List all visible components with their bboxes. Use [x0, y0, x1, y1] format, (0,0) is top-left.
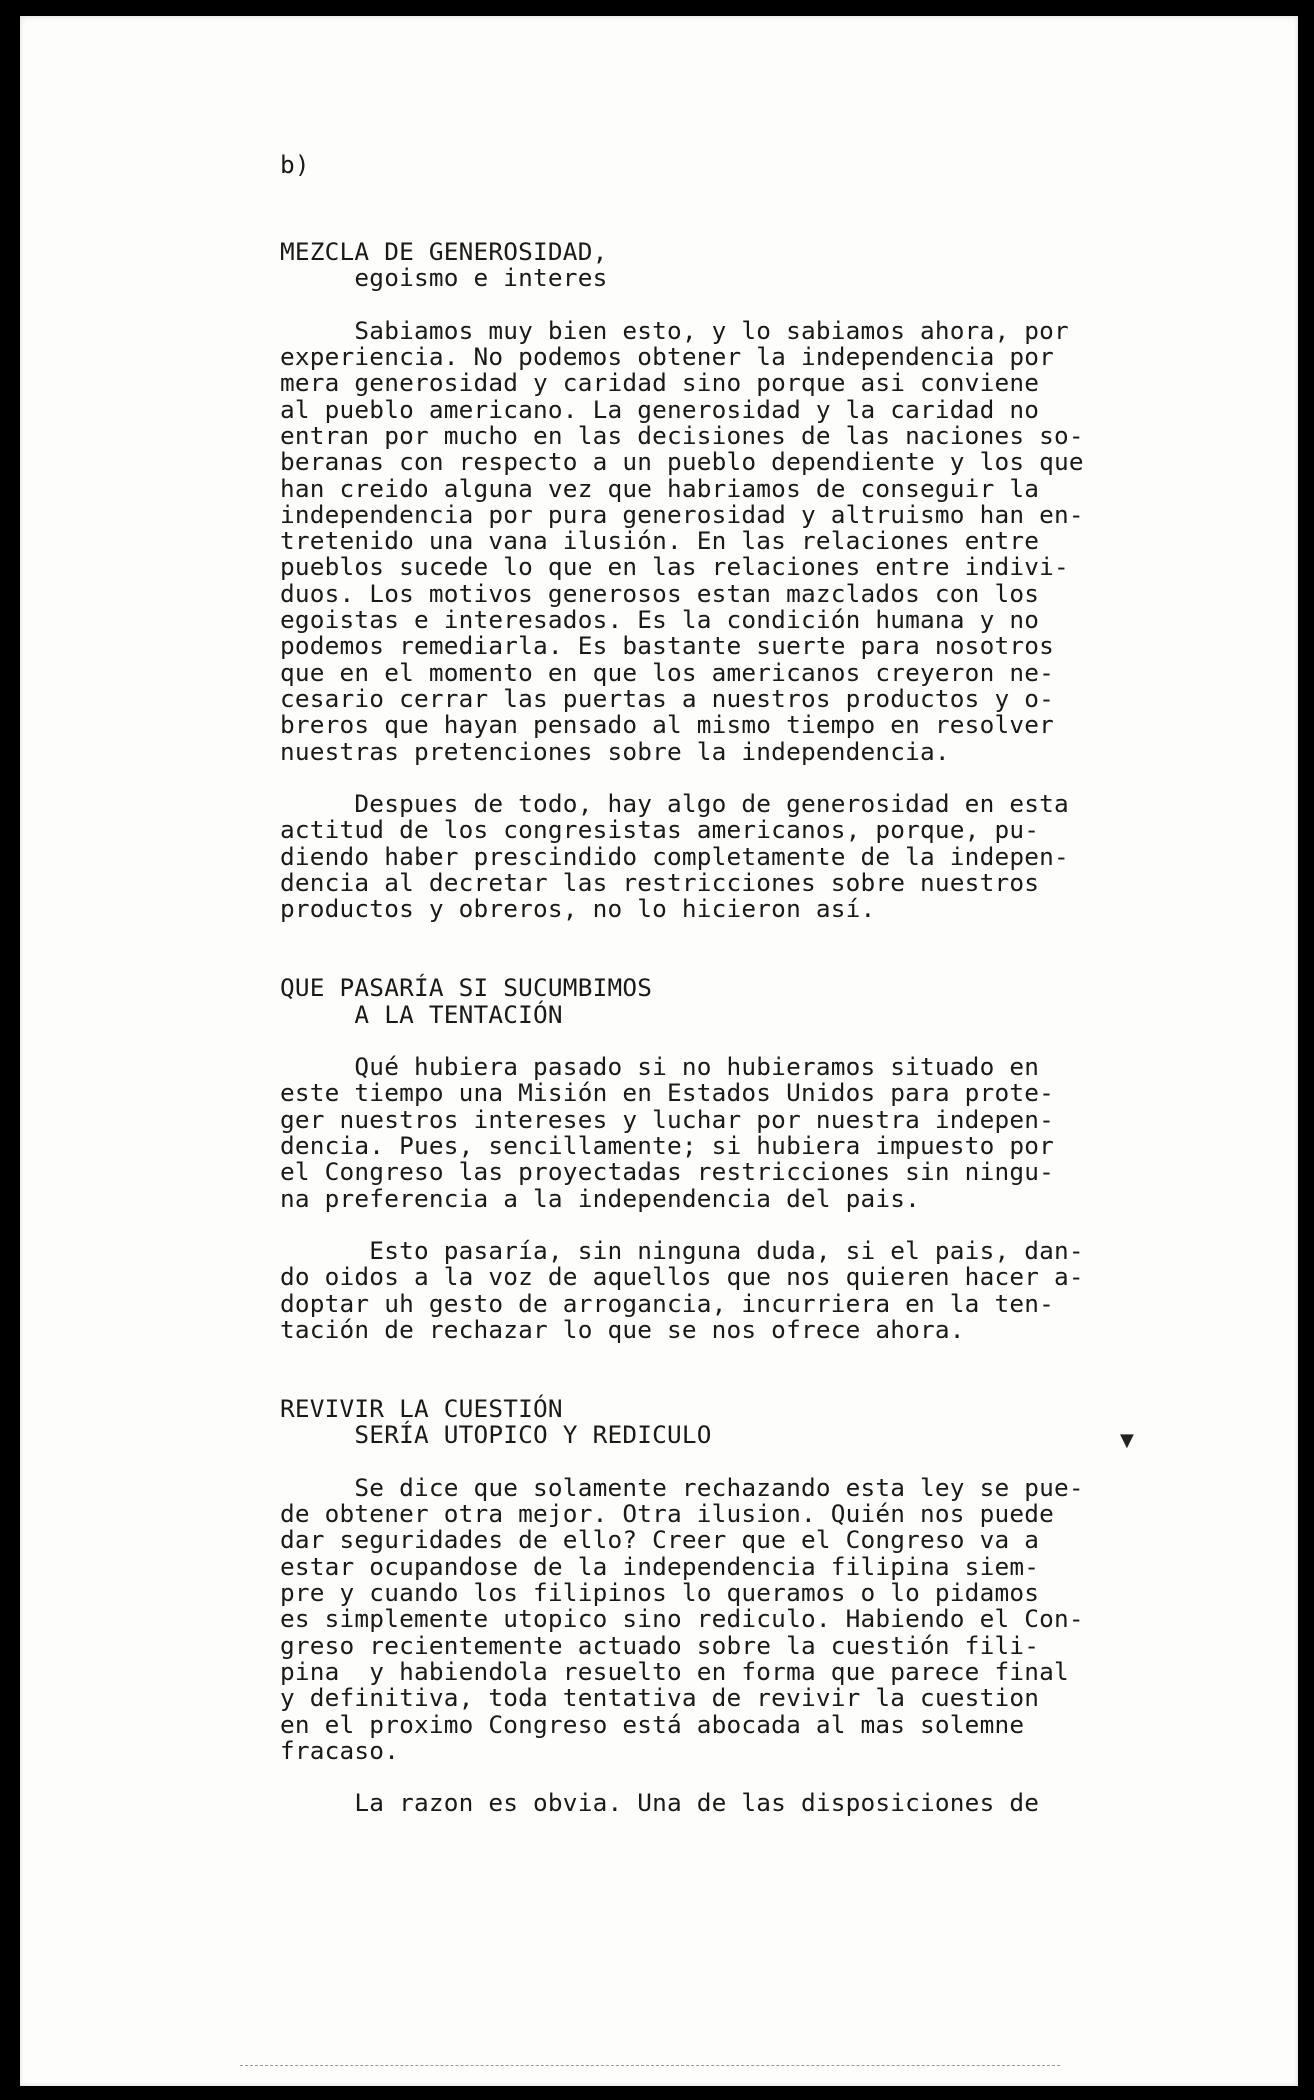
heading-line: QUE PASARÍA SI SUCUMBIMOS [280, 973, 653, 1003]
text-line: el Congreso las proyectadas restricciones sin ningu- [280, 1157, 1054, 1187]
section-marker: b) [280, 150, 310, 179]
text-line: Qué hubiera pasado si no hubieramos situado en [280, 1052, 1040, 1082]
text-line: beranas con respecto a un pueblo dependiente y los que [280, 447, 1084, 477]
text-line: fracaso. [280, 1735, 400, 1765]
text-line: al pueblo americano. La generosidad y la caridad no [280, 394, 1040, 424]
heading-line: SERÍA UTOPICO Y REDICULO [280, 1420, 712, 1450]
text-line: egoistas e interesados. Es la condición humana y no [280, 605, 1040, 635]
text-line: pueblos sucede lo que en las relaciones entre indivi- [280, 552, 1069, 582]
text-line: que en el momento en que los americanos creyeron ne- [280, 657, 1054, 687]
text-line: es simplemente utopico sino rediculo. Habiendo el Con- [280, 1604, 1084, 1634]
document-text [280, 152, 1140, 1817]
text-line: independencia por pura generosidad y altruismo han en- [280, 499, 1084, 529]
text-line: Despues de todo, hay algo de generosidad en esta [280, 789, 1069, 819]
paragraph-2 [280, 791, 1140, 922]
text-line: experiencia. No podemos obtener la independencia por [280, 342, 1054, 372]
text-line: pre y cuando los filipinos lo queramos o lo pidamos [280, 1578, 1040, 1608]
heading-revivir [280, 1393, 1140, 1450]
margin-mark: ▼ [1120, 1430, 1134, 1451]
text-line: y definitiva, toda tentativa de revivir la cuestion [280, 1683, 1040, 1713]
text-line: estar ocupandose de la independencia filipina siem- [280, 1551, 1040, 1581]
text-line: do oidos a la voz de aquellos que nos quieren hacer a- [280, 1262, 1084, 1292]
heading-line: A LA TENTACIÓN [280, 999, 563, 1029]
text-line: dencia. Pues, sencillamente; si hubiera impuesto por [280, 1130, 1054, 1160]
heading-line: MEZCLA DE GENEROSIDAD, [280, 236, 608, 266]
text-line: actitud de los congresistas americanos, porque, pu- [280, 815, 1040, 845]
paragraph-4 [280, 1238, 1140, 1343]
text-line: Sabiamos muy bien esto, y lo sabiamos ahora, por [280, 315, 1069, 345]
heading-line: REVIVIR LA CUESTIÓN [280, 1393, 563, 1423]
text-line: dar seguridades de ello? Creer que el Congreso va a [280, 1525, 1040, 1555]
paragraph-5 [280, 1472, 1140, 1765]
text-line: podemos remediarla. Es bastante suerte para nosotros [280, 631, 1054, 661]
text-line: La razon es obvia. Una de las disposiciones de [280, 1788, 1040, 1818]
text-line: greso recientemente actuado sobre la cuestión fili- [280, 1630, 1040, 1660]
text-line: Se dice que solamente rechazando esta ley se pue- [280, 1472, 1084, 1502]
heading-tentacion [280, 975, 1140, 1028]
text-line: de obtener otra mejor. Otra ilusion. Quién nos puede [280, 1499, 1054, 1529]
text-line: duos. Los motivos generosos estan mazclados con los [280, 578, 1040, 608]
paragraph-6 [280, 1790, 1140, 1816]
text-line: tación de rechazar lo que se nos ofrece ahora. [280, 1315, 965, 1345]
text-line: cesario cerrar las puertas a nuestros productos y o- [280, 683, 1054, 713]
text-line: doptar uh gesto de arrogancia, incurriera en la ten- [280, 1288, 1054, 1318]
text-line: han creido alguna vez que habriamos de conseguir la [280, 473, 1040, 503]
text-line: pina y habiendola resuelto en forma que parece final [280, 1656, 1069, 1686]
text-line: dencia al decretar las restricciones sobre nuestros [280, 868, 1040, 898]
heading-line: egoismo e interes [280, 263, 608, 293]
text-line: ger nuestros intereses y luchar por nuestra indepen- [280, 1104, 1054, 1134]
text-line: productos y obreros, no lo hicieron así. [280, 894, 876, 924]
text-line: entran por mucho en las decisiones de las naciones so- [280, 420, 1084, 450]
footer-dashed-rule [240, 2065, 1060, 2066]
text-line: nuestras pretenciones sobre la independencia. [280, 736, 950, 766]
paragraph-1 [280, 315, 1140, 766]
text-line: tretenido una vana ilusión. En las relaciones entre [280, 526, 1040, 556]
paragraph-3 [280, 1054, 1140, 1212]
text-line: breros que hayan pensado al mismo tiempo en resolver [280, 710, 1054, 740]
text-line: diendo haber prescindido completamente de la indepen- [280, 841, 1069, 871]
text-line: en el proximo Congreso está abocada al mas solemne [280, 1709, 1025, 1739]
text-line: este tiempo una Misión en Estados Unidos para prote- [280, 1078, 1054, 1108]
heading-generosidad [280, 236, 1140, 293]
text-line: mera generosidad y caridad sino porque asi conviene [280, 368, 1040, 398]
text-line: Esto pasaría, sin ninguna duda, si el pais, dan- [280, 1236, 1084, 1266]
text-line: na preferencia a la independencia del pais. [280, 1183, 921, 1213]
